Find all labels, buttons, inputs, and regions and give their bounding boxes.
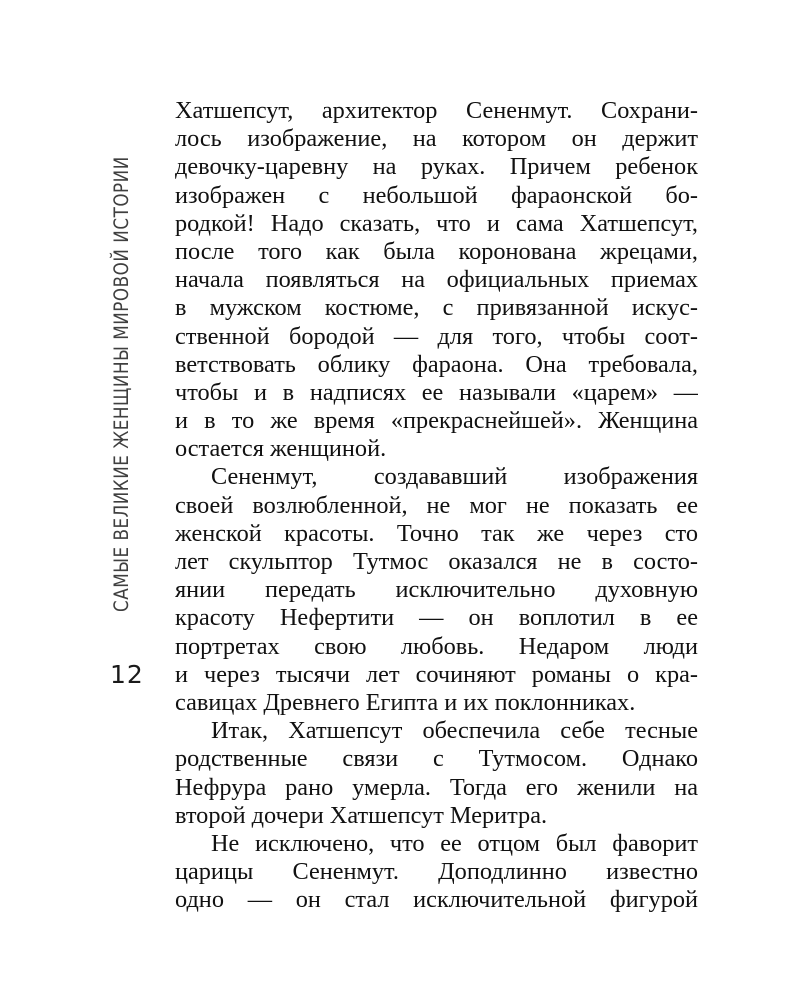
text-line: своей возлюбленной, не мог не показать ее bbox=[175, 491, 698, 519]
text-line: начала появляться на официальных приемах bbox=[175, 266, 698, 294]
text-line: родственные связи с Тутмосом. Однако bbox=[175, 745, 698, 773]
text-line: остается женщиной. bbox=[175, 435, 387, 463]
text-line: ветствовать облику фараона. Она требовала, bbox=[175, 350, 698, 378]
text-line: лось изображение, на котором он держит bbox=[175, 125, 698, 153]
text-line: после того как была коронована жрецами, bbox=[175, 237, 698, 265]
page-number: 12 bbox=[110, 660, 144, 689]
text-line: Итак, Хатшепсут обеспечила себе тесные bbox=[211, 717, 698, 745]
text-line: чтобы и в надписях ее называли «царем» — bbox=[175, 378, 698, 406]
text-line: женской красоты. Точно так же через сто bbox=[175, 519, 698, 547]
text-line: Нефрура рано умерла. Тогда его женили на bbox=[175, 773, 698, 801]
running-head-vertical: САМЫЕ ВЕЛИКИЕ ЖЕНЩИНЫ МИРОВОЙ ИСТОРИИ bbox=[110, 156, 133, 612]
text-line: красоту Нефертити — он воплотил в ее bbox=[175, 604, 698, 632]
text-line: и через тысячи лет сочиняют романы о кра- bbox=[175, 660, 698, 688]
text-line: изображен с небольшой фараонской бо- bbox=[175, 181, 698, 209]
text-line: родкой! Надо сказать, что и сама Хатшепсут, bbox=[175, 209, 698, 237]
text-line: Хатшепсут, архитектор Сененмут. Сохрани- bbox=[175, 97, 698, 124]
text-line: девочку-царевну на руках. Причем ребенок bbox=[175, 153, 698, 181]
text-line: в мужском костюме, с привязанной искус- bbox=[175, 294, 698, 322]
text-line: лет скульптор Тутмос оказался не в состо- bbox=[175, 548, 698, 575]
text-line: портретах свою любовь. Недаром люди bbox=[175, 632, 698, 660]
text-line: и в то же время «прекраснейшей». Женщина bbox=[175, 407, 698, 435]
text-line: одно — он стал исключительной фигурой bbox=[175, 886, 698, 914]
body-text bbox=[175, 97, 698, 914]
text-line: ственной бородой — для того, чтобы соот- bbox=[175, 322, 698, 350]
text-line: царицы Сененмут. Доподлинно известно bbox=[175, 858, 698, 886]
text-line: савицах Древнего Египта и их поклонниках. bbox=[175, 688, 636, 716]
text-line: Сененмут, создававший изображения bbox=[211, 463, 698, 491]
text-line: янии передать исключительно духовную bbox=[175, 576, 698, 604]
text-line: Не исключено, что ее отцом был фаворит bbox=[211, 829, 698, 857]
text-line: второй дочери Хатшепсут Меритра. bbox=[175, 801, 548, 829]
